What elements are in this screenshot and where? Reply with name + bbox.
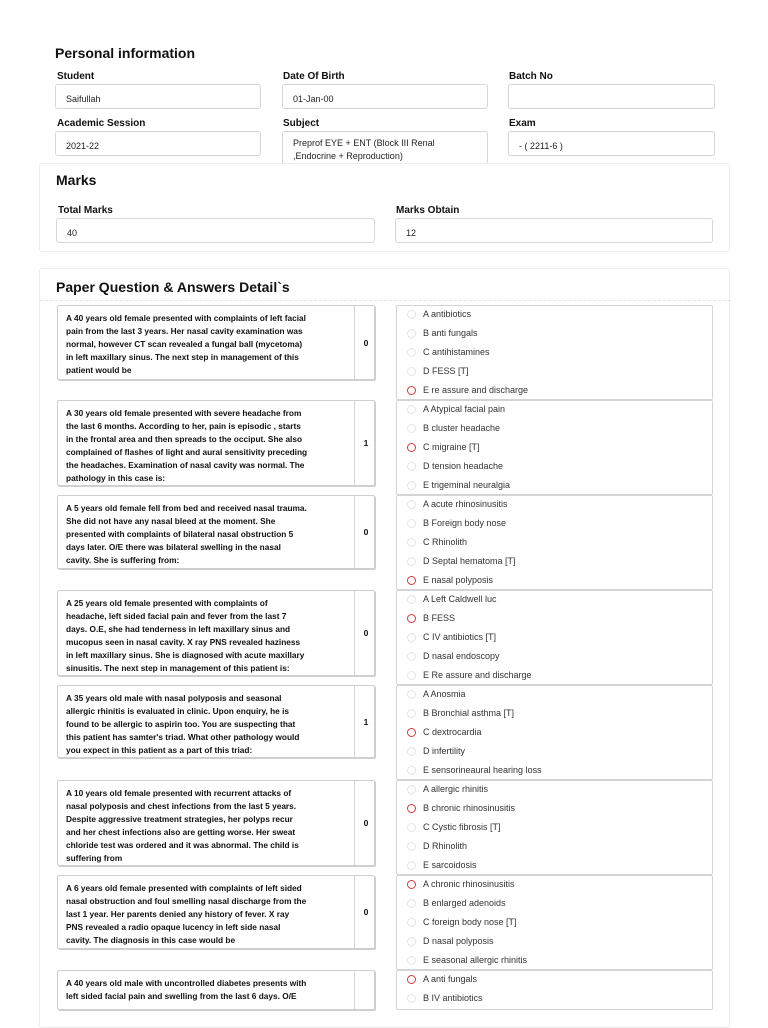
answer-option[interactable]	[407, 897, 506, 909]
exam-field[interactable]: - ( 2211-6 )	[508, 131, 715, 156]
answer-option[interactable]	[407, 821, 501, 833]
answer-option[interactable]	[407, 327, 478, 339]
question-line: A 6 years old female presented with complaints of left sided	[66, 883, 302, 893]
radio-icon[interactable]	[407, 595, 416, 604]
subject-line-2: ,Endocrine + Reproduction)	[293, 151, 403, 161]
answer-option-label: E seasonal allergic rhinitis	[423, 955, 528, 965]
question-text	[66, 882, 346, 947]
radio-icon[interactable]	[407, 766, 416, 775]
radio-icon[interactable]	[407, 329, 416, 338]
question-line: you expect in this patient as a part of this triad:	[66, 745, 253, 755]
question-score: 0	[354, 306, 377, 379]
marks-card	[39, 163, 730, 252]
answer-option[interactable]	[407, 308, 471, 320]
answer-option[interactable]	[407, 346, 490, 358]
question-line: sinusitis. The next step in management of this patient is:	[66, 663, 290, 673]
answer-option[interactable]	[407, 878, 515, 890]
question-line: She did not have any nasal bleed at the moment. She	[66, 516, 276, 526]
options-box	[396, 875, 713, 970]
question-line: pain from the last 3 years. Her nasal cavity examination was	[66, 326, 303, 336]
question-text	[66, 597, 346, 675]
total-marks-field[interactable]: 40	[56, 218, 375, 243]
radio-icon[interactable]	[407, 405, 416, 414]
question-score: 0	[354, 876, 377, 948]
question-line: patient would be	[66, 365, 132, 375]
answer-option[interactable]	[407, 707, 514, 719]
options-box	[396, 685, 713, 780]
answer-option-label: E sarcoidosis	[423, 860, 477, 870]
answer-option[interactable]	[407, 384, 528, 396]
question-line: suffering from	[66, 853, 123, 863]
options-box	[396, 400, 713, 495]
question-text	[66, 312, 346, 377]
answer-option[interactable]	[407, 517, 506, 529]
question-line: this patient has samter's triad. What other pathology would	[66, 732, 300, 742]
answer-option-label: C dextrocardia	[423, 727, 482, 737]
radio-icon[interactable]	[407, 671, 416, 680]
radio-selected-icon[interactable]	[407, 576, 416, 585]
answer-option-label: A anti fungals	[423, 974, 478, 984]
subject-line-1: Preprof EYE + ENT (Block III Renal	[293, 138, 435, 148]
answer-option[interactable]	[407, 840, 467, 852]
session-label: Academic Session	[57, 118, 146, 129]
question-line: in left maxillary sinus. The next step in management of this	[66, 352, 299, 362]
answer-option-label: B cluster headache	[423, 423, 501, 433]
dob-label: Date Of Birth	[283, 71, 345, 82]
question-box	[57, 875, 375, 949]
question-line: allergic rhinitis is evaluated in clinic. Upon enquiry, he is	[66, 706, 289, 716]
question-line: cavity. She is suffering from:	[66, 555, 180, 565]
question-line: A 10 years old female presented with recurrent attacks of	[66, 788, 292, 798]
answer-option-label: A Left Caldwell luc	[423, 594, 497, 604]
subject-label: Subject	[283, 118, 320, 129]
answer-option[interactable]	[407, 631, 496, 643]
radio-icon[interactable]	[407, 481, 416, 490]
question-box	[57, 400, 375, 486]
question-text	[66, 692, 346, 757]
options-box	[396, 970, 713, 1010]
exam-label: Exam	[509, 118, 536, 129]
answer-option-label: E nasal polyposis	[423, 575, 494, 585]
question-box	[57, 495, 375, 569]
question-line: presented with complaints of bilateral nasal obstruction 5	[66, 529, 294, 539]
question-line: normal, however CT scan revealed a fungal ball (mycetoma)	[66, 339, 303, 349]
question-score: 0	[354, 591, 377, 675]
batch-field[interactable]	[508, 84, 715, 109]
options-box	[396, 590, 713, 685]
answer-option-label: C Cystic fibrosis [T]	[423, 822, 501, 832]
answer-option[interactable]	[407, 593, 497, 605]
question-score: 1	[354, 686, 377, 757]
answer-option[interactable]	[407, 802, 515, 814]
radio-selected-icon[interactable]	[407, 975, 416, 984]
radio-icon[interactable]	[407, 633, 416, 642]
answer-option[interactable]	[407, 688, 466, 700]
answer-option[interactable]	[407, 422, 500, 434]
question-line: cavity. The diagnosis in this case would be	[66, 935, 236, 945]
answer-option[interactable]	[407, 441, 480, 453]
answer-option-label: C foreign body nose [T]	[423, 917, 517, 927]
paper-divider	[40, 300, 731, 301]
radio-icon[interactable]	[407, 652, 416, 661]
answer-option[interactable]	[407, 783, 488, 795]
question-line: the last 6 months. According to her, pain is episodic , starts	[66, 421, 301, 431]
question-box	[57, 305, 375, 380]
question-text	[66, 787, 346, 865]
answer-option[interactable]	[407, 973, 477, 985]
personal-info-heading: Personal information	[55, 45, 196, 61]
answer-option[interactable]	[407, 650, 500, 662]
answer-option-label: E Re assure and discharge	[423, 670, 532, 680]
radio-icon[interactable]	[407, 709, 416, 718]
radio-icon[interactable]	[407, 538, 416, 547]
question-text	[66, 502, 346, 567]
answer-option-label: C Rhinolith	[423, 537, 468, 547]
radio-icon[interactable]	[407, 785, 416, 794]
answer-option[interactable]	[407, 935, 494, 947]
radio-icon[interactable]	[407, 937, 416, 946]
answer-option-label: D Rhinolith	[423, 841, 468, 851]
total-marks-label: Total Marks	[58, 205, 113, 216]
answer-option-label: D nasal polyposis	[423, 936, 494, 946]
marks-obtain-field[interactable]: 12	[395, 218, 713, 243]
answer-option-label: B Bronchial asthma [T]	[423, 708, 515, 718]
radio-icon[interactable]	[407, 918, 416, 927]
marks-heading: Marks	[56, 172, 97, 188]
student-field[interactable]: Saifullah	[55, 84, 261, 109]
answer-option-label: C antihistamines	[423, 347, 490, 357]
question-line: A 40 years old male with uncontrolled diabetes presents with	[66, 978, 307, 988]
question-line: chloride test was ordered and it was abnormal. The child is	[66, 840, 299, 850]
radio-selected-icon[interactable]	[407, 386, 416, 395]
question-line: A 25 years old female presented with complaints of	[66, 598, 268, 608]
question-text	[66, 977, 346, 1003]
session-field[interactable]: 2021-22	[55, 131, 261, 156]
question-line: PNS revealed a radio opaque lucency in left side nasal	[66, 922, 281, 932]
question-box	[57, 590, 375, 676]
question-line: the headaches. Examination of nasal cavity was normal. The	[66, 460, 305, 470]
answer-option[interactable]	[407, 403, 505, 415]
question-score: 0	[354, 781, 377, 865]
question-line: days later. O/E there was bilateral swelling in the nasal	[66, 542, 281, 552]
answer-option-label: B anti fungals	[423, 328, 478, 338]
question-box	[57, 685, 375, 758]
question-score: 1	[354, 401, 377, 485]
answer-option-label: A Atypical facial pain	[423, 404, 506, 414]
question-text	[66, 407, 346, 485]
question-line: A 5 years old female fell from bed and received nasal trauma.	[66, 503, 307, 513]
options-box	[396, 305, 713, 400]
answer-option[interactable]	[407, 954, 527, 966]
answer-option-label: D Septal hematoma [T]	[423, 556, 516, 566]
radio-selected-icon[interactable]	[407, 614, 416, 623]
question-line: found to be allergic to aspirin too. You are suspecting that	[66, 719, 296, 729]
question-box	[57, 970, 375, 1010]
radio-icon[interactable]	[407, 899, 416, 908]
question-box	[57, 780, 375, 866]
subject-field[interactable]	[282, 131, 488, 165]
radio-icon[interactable]	[407, 348, 416, 357]
radio-icon[interactable]	[407, 690, 416, 699]
batch-label: Batch No	[509, 71, 553, 82]
dob-field[interactable]: 01-Jan-00	[282, 84, 488, 109]
radio-icon[interactable]	[407, 842, 416, 851]
radio-icon[interactable]	[407, 462, 416, 471]
answer-option[interactable]	[407, 992, 483, 1004]
radio-icon[interactable]	[407, 747, 416, 756]
question-line: complained of flashes of light and aural sensitivity preceding	[66, 447, 308, 457]
radio-icon[interactable]	[407, 519, 416, 528]
radio-icon[interactable]	[407, 994, 416, 1003]
question-line: mucopus seen in nasal cavity. X ray PNS revealed haziness	[66, 637, 301, 647]
radio-icon[interactable]	[407, 956, 416, 965]
options-box	[396, 495, 713, 590]
answer-option-label: D tension headache	[423, 461, 504, 471]
answer-option[interactable]	[407, 726, 482, 738]
answer-option-label: E sensorineaural hearing loss	[423, 765, 542, 775]
answer-option-label: A chronic rhinosinusitis	[423, 879, 515, 889]
answer-option-label: E trigeminal neuralgia	[423, 480, 511, 490]
options-box	[396, 780, 713, 875]
radio-icon[interactable]	[407, 310, 416, 319]
question-line: pathology in this case is:	[66, 473, 166, 483]
question-line: and her chest infections also are getting worse. Her sweat	[66, 827, 296, 837]
answer-option[interactable]	[407, 612, 455, 624]
radio-icon[interactable]	[407, 424, 416, 433]
answer-option-label: D infertility	[423, 746, 466, 756]
radio-icon[interactable]	[407, 367, 416, 376]
answer-option-label: A Anosmia	[423, 689, 466, 699]
radio-selected-icon[interactable]	[407, 443, 416, 452]
answer-option[interactable]	[407, 460, 503, 472]
answer-option[interactable]	[407, 745, 465, 757]
question-line: left sided facial pain and swelling from the last 6 days. O/E	[66, 991, 297, 1001]
marks-obtain-label: Marks Obtain	[396, 205, 460, 216]
answer-option[interactable]	[407, 669, 532, 681]
answer-option-label: B Foreign body nose	[423, 518, 507, 528]
question-line: last 1 year. Her parents denied any history of fever. X ray	[66, 909, 290, 919]
answer-option-label: A antibiotics	[423, 309, 472, 319]
answer-option-label: B enlarged adenoids	[423, 898, 506, 908]
answer-option-label: A acute rhinosinusitis	[423, 499, 508, 509]
answer-option[interactable]	[407, 555, 516, 567]
student-label: Student	[57, 71, 95, 82]
radio-selected-icon[interactable]	[407, 728, 416, 737]
answer-option[interactable]	[407, 916, 517, 928]
answer-option-label: A allergic rhinitis	[423, 784, 489, 794]
radio-icon[interactable]	[407, 557, 416, 566]
question-line: headache, left sided facial pain and fever from the last 7	[66, 611, 287, 621]
question-line: nasal obstruction and foul smelling nasal discharge from the	[66, 896, 307, 906]
question-line: A 35 years old male with nasal polyposis and seasonal	[66, 693, 282, 703]
radio-selected-icon[interactable]	[407, 804, 416, 813]
answer-option-label: C IV antibiotics [T]	[423, 632, 497, 642]
question-line: A 30 years old female presented with severe headache from	[66, 408, 302, 418]
radio-selected-icon[interactable]	[407, 880, 416, 889]
paper-heading: Paper Question & Answers Detail`s	[56, 279, 290, 295]
question-line: nasal polyposis and chest infections from the last 5 years.	[66, 801, 297, 811]
answer-option[interactable]	[407, 479, 510, 491]
question-line: A 40 years old female presented with complaints of left facial	[66, 313, 306, 323]
radio-icon[interactable]	[407, 861, 416, 870]
answer-option[interactable]	[407, 536, 467, 548]
radio-icon[interactable]	[407, 823, 416, 832]
radio-icon[interactable]	[407, 500, 416, 509]
answer-option-label: E re assure and discharge	[423, 385, 529, 395]
answer-option-label: B chronic rhinosinusitis	[423, 803, 516, 813]
question-line: days. O.E, she had tenderness in left maxillary sinus and	[66, 624, 291, 634]
answer-option[interactable]	[407, 574, 493, 586]
answer-option-label: D nasal endoscopy	[423, 651, 500, 661]
answer-option[interactable]	[407, 764, 542, 776]
question-line: in left maxillary sinus. She is diagnosed with acute maxillary	[66, 650, 305, 660]
answer-option-label: B FESS	[423, 613, 456, 623]
answer-option-label: B IV antibiotics	[423, 993, 483, 1003]
question-line: in the frontal area and then spreads to the occiput. She also	[66, 434, 303, 444]
question-line: Despite aggressive treatment strategies, her polyps recur	[66, 814, 293, 824]
answer-option[interactable]	[407, 498, 508, 510]
question-score	[354, 971, 377, 1009]
answer-option[interactable]	[407, 365, 469, 377]
question-score: 0	[354, 496, 377, 568]
answer-option[interactable]	[407, 859, 477, 871]
answer-option-label: D FESS [T]	[423, 366, 469, 376]
answer-option-label: C migraine [T]	[423, 442, 480, 452]
